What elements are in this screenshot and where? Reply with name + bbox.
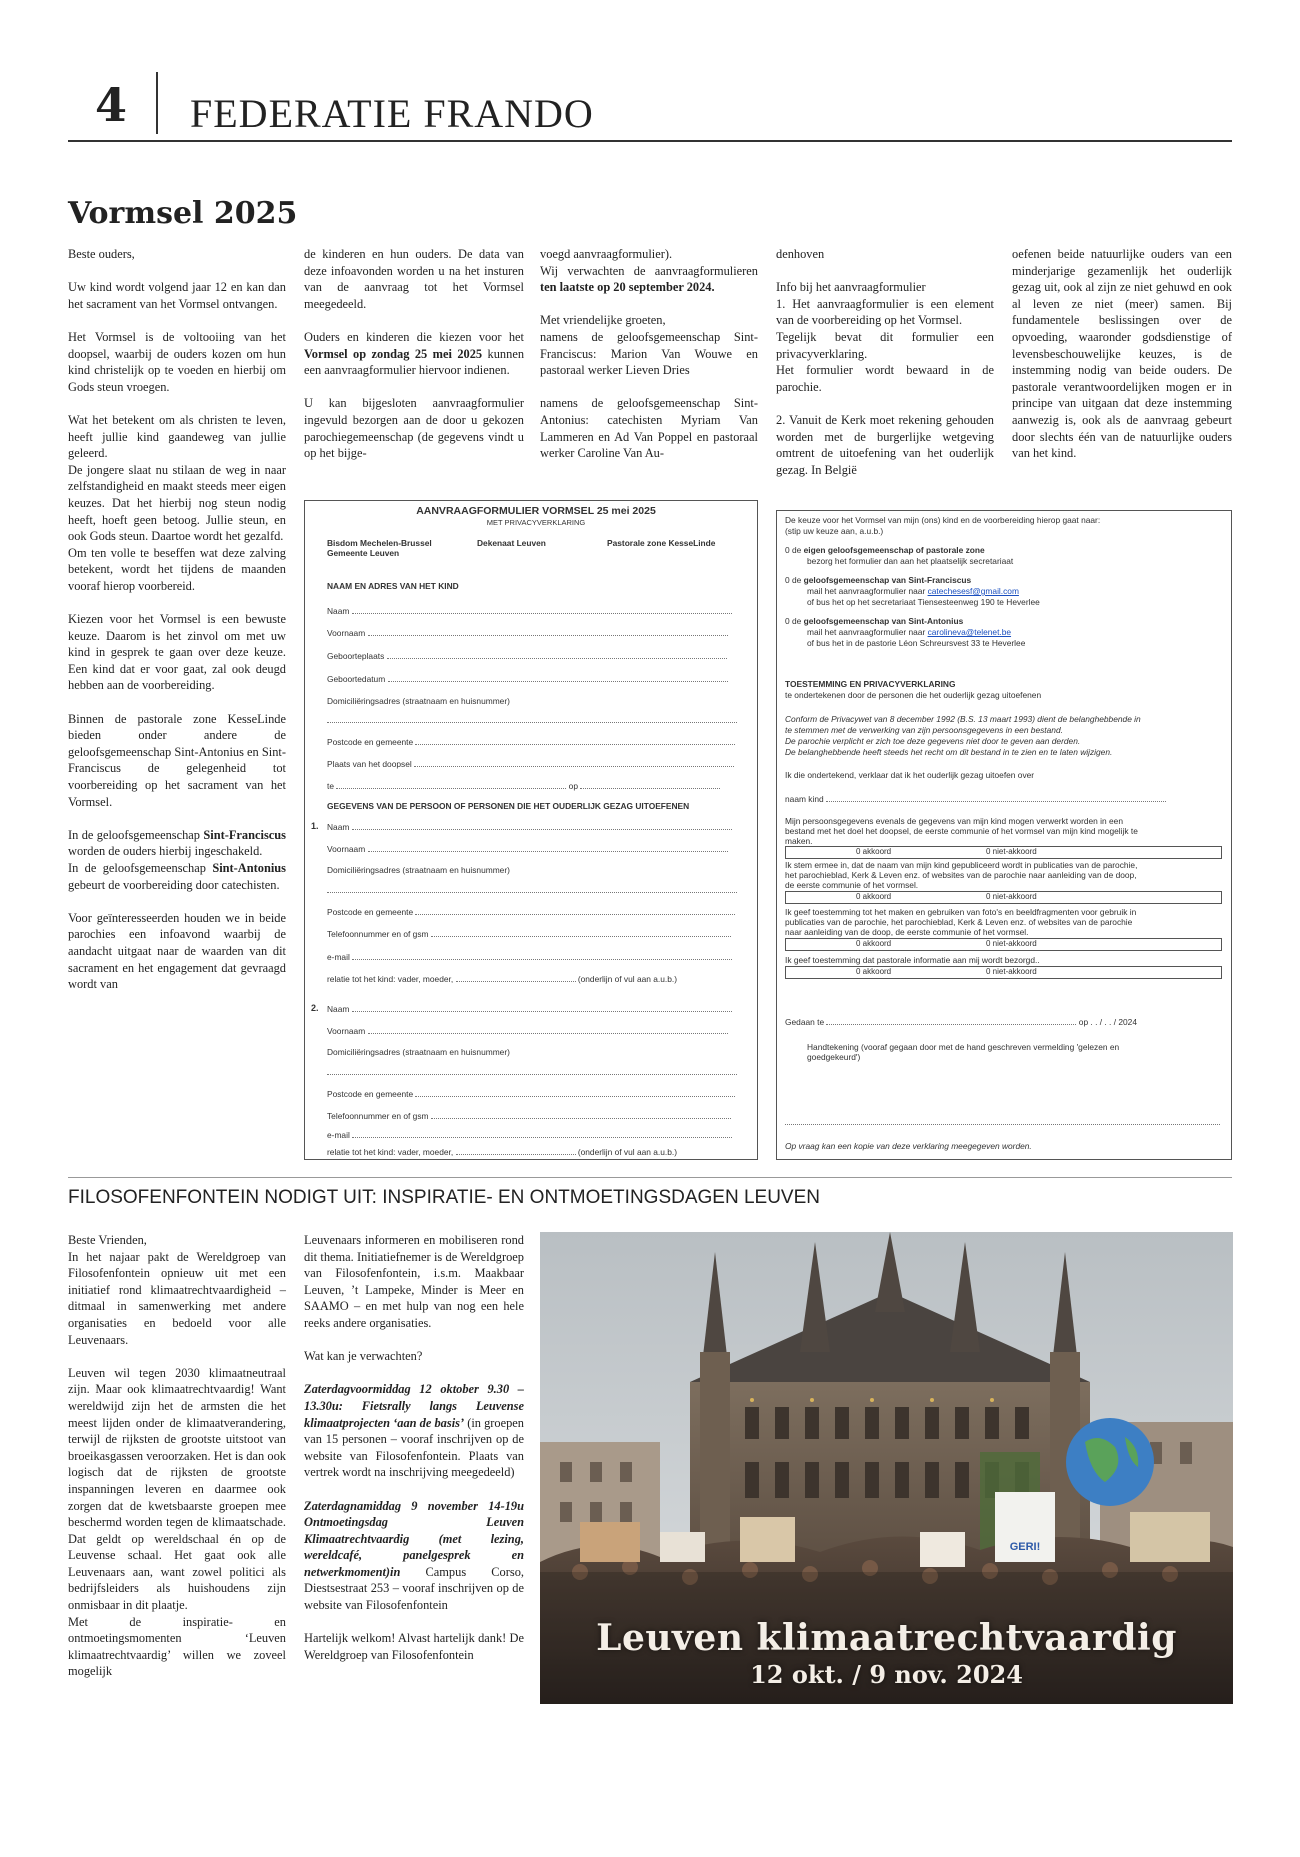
- photo-caption-dates: 12 okt. / 9 nov. 2024: [750, 1660, 1023, 1689]
- parent-2-number: 2.: [311, 1003, 319, 1013]
- paragraph: Info bij het aanvraagformulier: [776, 280, 926, 295]
- choice-option-3-address: of bus het in de pastorie Léon Schreursvest 33 te Heverlee: [807, 638, 1026, 648]
- vormsel-column-5: [1012, 246, 1232, 478]
- application-form-left: [304, 500, 758, 1160]
- page-number: 4: [95, 78, 128, 132]
- paragraph: Het formulier wordt bewaard in de parochie.: [776, 363, 994, 394]
- choice-option-2-address: of bus het op het secretariaat Tiensesteenweg 190 te Heverlee: [807, 597, 1040, 607]
- field-parent2-postcode[interactable]: Postcode en gemeente: [327, 1088, 745, 1099]
- form-section-parents: GEGEVENS VAN DE PERSOON OF PERSONEN DIE HET OUDERLIJK GEZAG UITOEFENEN: [327, 801, 690, 811]
- paragraph: Met vriendelijke groeten,: [540, 313, 666, 328]
- choice-intro-note: (stip uw keuze aan, a.u.b.): [785, 526, 884, 536]
- field-parent1-relatie[interactable]: relatie tot het kind: vader, moeder, (onderlijn of vul aan a.u.b.): [327, 974, 677, 984]
- paragraph: Leuvenaars informeren en mobiliseren rond dit thema. Initiatiefnemer is de Wereldgroep van Filosofenfontein, i.s.m. Maakbaar Leuven, ’t Lampeke, Minder is Meer en SAAMO – en met hulp van nog een hele reeks andere organisaties.: [304, 1233, 524, 1330]
- disagree-checkbox-2[interactable]: 0 niet-akkoord: [986, 892, 1037, 901]
- paragraph: Om ten volle te beseffen wat deze zalving betekent, wordt het tijdens de maanden vooraf hierop voorbereid.: [68, 545, 286, 593]
- paragraph: Ouders en kinderen die kiezen voor het Vormsel op zondag 25 mei 2025 kunnen een aanvraagformulier hiervoor indienen.: [304, 329, 525, 378]
- email-link-sint-antonius[interactable]: carolineva@telenet.be: [927, 627, 1012, 637]
- consent-question-2: het parochieblad, Kerk & Leven enz. of websites van de parochie naar aanleiding van de doop,: [785, 870, 1137, 880]
- paragraph: Beste ouders,: [68, 247, 135, 261]
- choice-option-1[interactable]: 0 de eigen geloofsgemeenschap of pastorale zone: [785, 545, 985, 555]
- vormsel-column-1: [68, 246, 286, 1009]
- field-parent1-email[interactable]: e-mail: [327, 951, 745, 962]
- disagree-checkbox-1[interactable]: 0 niet-akkoord: [986, 847, 1037, 856]
- paragraph: oefenen beide natuurlijke ouders van een minderjarige gezamenlijk het ouderlijk gezag uit, ook al zijn ze niet gehuwd en ook al leven ze niet (meer) samen. Bij fundamentele beslissingen over de opvoeding, waaronder godsdienstige of levensbeschouwelijke keuzes, is de instemming nodig van beide ouders. De pastorale verantwoordelijken mogen er in principe van uitgaan dat deze instemming aanwezig is, ook als de aanvraag gebeurt door slechts één van de natuurlijke ouders van het kind.: [1012, 247, 1232, 461]
- paragraph: Tegelijk bevat dit formulier een privacyverklaring.: [776, 329, 994, 361]
- leuven-town-hall-photo: [540, 1232, 1233, 1704]
- privacy-law-text: De parochie verplicht er zich toe deze gegevens niet door te geven aan derden.: [785, 736, 1081, 746]
- field-parent1-postcode[interactable]: Postcode en gemeente: [327, 906, 745, 917]
- consent-choice-4: [785, 966, 1222, 979]
- photo-caption-title: Leuven klimaatrechtvaardig: [596, 1617, 1177, 1659]
- consent-question-2: de eerste communie of het vormsel.: [785, 880, 919, 890]
- privacy-law-text: Conform de Privacywet van 8 december 1992 (B.S. 13 maart 1993) dient de belanghebbende in: [785, 714, 1141, 724]
- consent-question-3: publicaties van de parochie, het parochieblad, Kerk & Leven enz. of websites van de parochie: [785, 917, 1133, 927]
- consent-question-2: Ik stem ermee in, dat de naam van mijn kind gepubliceerd wordt in publicaties van de parochie,: [785, 860, 1138, 870]
- signature-instruction: goedgekeurd'): [807, 1052, 861, 1062]
- paragraph: Leuven wil tegen 2030 klimaatneutraal zijn. Maar ook klimaatrechtvaardig! Want wereldwijd zijn het de armsten die het meest lijden onder de klimaatverandering, terwijl de rijksten de grootste uitstoot van broeikasgassen veroorzaken. Het is dan ook logisch dat de rijksten de grootste inspanningen leveren en daarmee ook zorgen dat de kwetsbaarste groepen mee beschermd worden tegen de klimaatschade. Dat geldt op wereldschaal én op de Leuvense schaal. Het gaat ook alle Leuvenaars aan, want zowel politici als bedrijfsleiders als huishoudens zijn onmisbaar in dit plaatje.: [68, 1365, 286, 1613]
- paragraph: namens de geloofsgemeenschap Sint-Antonius: catechisten Myriam Van Lammeren en Ad Van Poppel en pastoraal werker Caroline Van Au-: [540, 396, 758, 461]
- field-geboorteplaats[interactable]: Geboorteplaats: [327, 650, 745, 661]
- consent-question-1: Mijn persoonsgegevens evenals de gegevens van mijn kind mogen verwerkt worden in een: [785, 816, 1123, 826]
- article-title-filosofenfontein: FILOSOFENFONTEIN NODIGT UIT: INSPIRATIE- EN ONTMOETINGSDAGEN LEUVEN: [68, 1187, 820, 1208]
- paragraph: Binnen de pastorale zone KesseLinde bieden onder andere de geloofsgemeenschap Sint-Antonius en Sint-Franciscus de gelegenheid tot voorbereiding op het sacrament van het Vormsel.: [68, 711, 286, 809]
- field-naam-kind[interactable]: naam kind: [785, 793, 1219, 804]
- paragraph: Met de inspiratie- en ontmoetingsmomenten ‘Leuven klimaatrechtvaardig’ willen we zoveel mogelijk: [68, 1614, 286, 1679]
- form-section-child: NAAM EN ADRES VAN HET KIND: [327, 581, 459, 591]
- org-dekenaat: Dekenaat Leuven: [477, 538, 546, 548]
- field-geboortedatum[interactable]: Geboortedatum: [327, 673, 745, 684]
- disagree-checkbox-4[interactable]: 0 niet-akkoord: [986, 967, 1037, 976]
- consent-question-1: bestand met het doel het doopsel, de eerste communie of het vormsel van mijn kind mogelijk te: [785, 826, 1138, 836]
- choice-option-3-mail: mail het aanvraagformulier naar carolineva@telenet.be: [807, 627, 1012, 637]
- parent-1-number: 1.: [311, 821, 319, 831]
- field-naam[interactable]: Naam: [327, 605, 745, 616]
- consent-heading: TOESTEMMING EN PRIVACYVERKLARING: [785, 679, 956, 689]
- application-form-right: [776, 510, 1232, 1160]
- field-postcode[interactable]: Postcode en gemeente: [327, 736, 745, 747]
- paragraph: In het najaar pakt de Wereldgroep van Filosofenfontein opnieuw uit met een initiatief rond klimaatrechtvaardigheid – ditmaal in samenwerking met andere organisaties en bedoeld voor alle Leuvenaars.: [68, 1249, 286, 1347]
- publication-title: FEDERATIE FRANDO: [190, 91, 594, 136]
- choice-option-2-mail: mail het aanvraagformulier naar catechesesf@gmail.com: [807, 586, 1019, 596]
- field-parent2-voornaam[interactable]: Voornaam: [327, 1025, 745, 1036]
- paragraph: Wat het betekent om als christen te leven, heeft jullie kind gaandeweg van jullie geleerd.: [68, 412, 286, 461]
- consent-choice-1: [785, 846, 1222, 859]
- field-domicilie-line[interactable]: [327, 714, 745, 725]
- signature-line[interactable]: [785, 1124, 1220, 1125]
- paragraph: Uw kind wordt volgend jaar 12 en kan dan het sacrament van het Vormsel ontvangen.: [68, 280, 286, 311]
- consent-choice-3: [785, 938, 1222, 951]
- paragraph: In de geloofsgemeenschap Sint-Antonius gebeurt de voorbereiding door catechisten.: [68, 860, 286, 892]
- field-parent1-naam[interactable]: Naam: [327, 821, 745, 832]
- paragraph: Kiezen voor het Vormsel is een bewuste keuze. Daarom is het zinvol om met uw kind in gesprek te gaan over deze keuze. Een kind dat er voor gaat, zal ook deugd hebben aan de voorbereiding.: [68, 612, 286, 693]
- paragraph: U kan bijgesloten aanvraagformulier ingevuld bezorgen aan de door u gekozen parochiegemeenschap (de gegevens vindt u op het bijge-: [304, 396, 524, 461]
- consent-subheading: te ondertekenen door de personen die het ouderlijk gezag uitoefenen: [785, 690, 1042, 700]
- header-rule: [68, 140, 1232, 142]
- consent-question-1: maken.: [785, 836, 813, 846]
- field-parent2-tel[interactable]: Telefoonnummer en of gsm: [327, 1110, 745, 1121]
- section-separator: [68, 1177, 1232, 1178]
- choice-option-1-detail: bezorg het formulier dan aan het plaatselijk secretariaat: [807, 556, 1014, 566]
- choice-option-2[interactable]: 0 de geloofsgemeenschap van Sint-Franciscus: [785, 575, 972, 585]
- choice-intro: De keuze voor het Vormsel van mijn (ons) kind en de voorbereiding hierop gaat naar:: [785, 515, 1101, 525]
- paragraph: de kinderen en hun ouders. De data van deze infoavonden worden u na het insturen van de aanvraag tot het Vormsel meegedeeld.: [304, 247, 524, 311]
- paragraph: voegd aanvraagformulier).: [540, 247, 673, 261]
- paragraph: namens de geloofsgemeenschap Sint-Franciscus: Marion Van Wouwe en pastoraal werker Lieven Dries: [540, 329, 758, 378]
- field-te-op[interactable]: te op: [327, 780, 745, 791]
- vormsel-column-4: [776, 246, 994, 495]
- consent-question-3: naar aanleiding van de doop, de eerste communie of het vormsel.: [785, 927, 1029, 937]
- paragraph: Voor geïnteresseerden houden we in beide parochies een infoavond waarbij de aandacht uitgaat naar de waarden van dit sacrament en het engagement dat gevraagd wordt van: [68, 910, 286, 992]
- declaration-text: Ik die ondertekend, verklaar dat ik het ouderlijk gezag uitoefen over: [785, 770, 1035, 780]
- privacy-law-text: De belanghebbende heeft steeds het recht om dit bestand in te zien en te laten wijzigen.: [785, 747, 1113, 757]
- field-parent2-relatie[interactable]: relatie tot het kind: vader, moeder, (onderlijn of vul aan a.u.b.): [327, 1147, 677, 1157]
- vormsel-column-3: [540, 246, 758, 478]
- paragraph: denhoven: [776, 247, 825, 261]
- org-bisdom: Bisdom Mechelen-Brussel: [327, 538, 432, 548]
- article-title-vormsel: Vormsel 2025: [68, 196, 298, 231]
- field-parent1-voornaam[interactable]: Voornaam: [327, 843, 745, 854]
- agree-checkbox-1[interactable]: 0 akkoord: [856, 847, 892, 856]
- agree-checkbox-4[interactable]: 0 akkoord: [856, 967, 892, 976]
- field-parent2-naam[interactable]: Naam: [327, 1003, 745, 1014]
- paragraph: De jongere slaat nu stilaan de weg in naar zelfstandigheid en maakt steeds meer eigen keuzes. Dat het hierbij nog steun nodig heeft, hoeft geen betoog. Jullie steun, en ook Gods steun. Daartoe wordt het gezalfd.: [68, 462, 286, 544]
- form-footer-note: Op vraag kan een kopie van deze verklaring meegegeven worden.: [785, 1141, 1032, 1151]
- field-parent1-domicilie[interactable]: Domiciliëringsadres (straatnaam en huisnummer): [327, 865, 510, 875]
- agree-checkbox-2[interactable]: 0 akkoord: [856, 892, 892, 901]
- field-doopsel[interactable]: Plaats van het doopsel: [327, 758, 745, 769]
- consent-question-3: Ik geef toestemming tot het maken en gebruiken van foto's en beeldfragmenten voor gebruik in: [785, 907, 1137, 917]
- paragraph: Zaterdagnamiddag 9 november 14-19u Ontmoetingsdag Leuven Klimaatrechtvaardig (met lezing, wereldcafé, panelgesprek en netwerkmoment)in Campus Corso, Diestsestraat 253 – vooraf inschrijven op de website van Filosofenfontein: [304, 1498, 524, 1613]
- field-parent2-domicilie-line[interactable]: [327, 1066, 745, 1077]
- filosofen-column-1: [68, 1232, 286, 1697]
- paragraph: Wij verwachten de aanvraagformulieren ten laatste op 20 september 2024.: [540, 263, 758, 295]
- paragraph: Zaterdagvoormiddag 12 oktober 9.30 – 13.30u: Fietsrally langs Leuvense klimaatprojecten ‘aan de basis’ (in groepen van 15 personen – vooraf inschrijven op de website van Filosofenfontein. Plaats van vertrek wordt na inschrijving meegedeeld): [304, 1382, 524, 1480]
- field-parent2-email[interactable]: e-mail: [327, 1129, 745, 1140]
- paragraph: Beste Vrienden,: [68, 1233, 147, 1247]
- form-subtitle: MET PRIVACYVERKLARING: [486, 518, 586, 527]
- field-voornaam[interactable]: Voornaam: [327, 627, 745, 638]
- consent-question-4: Ik geef toestemming dat pastorale informatie aan mij wordt bezorgd..: [785, 955, 1040, 965]
- agree-checkbox-3[interactable]: 0 akkoord: [856, 939, 892, 948]
- vormsel-column-2: [304, 246, 524, 478]
- org-pastorale-zone: Pastorale zone KesseLinde: [607, 538, 716, 548]
- org-gemeente: Gemeente Leuven: [327, 548, 400, 558]
- paragraph: Hartelijk welkom! Alvast hartelijk dank! De Wereldgroep van Filosofenfontein: [304, 1631, 524, 1662]
- svg-text:GERI!: GERI!: [1009, 1541, 1041, 1553]
- paragraph: 1. Het aanvraagformulier is een element van de voorbereiding op het Vormsel.: [776, 296, 994, 328]
- paragraph: In de geloofsgemeenschap Sint-Franciscus worden de ouders hierbij ingeschakeld.: [68, 827, 286, 859]
- field-parent1-domicilie-line[interactable]: [327, 884, 745, 895]
- consent-choice-2: [785, 891, 1222, 904]
- form-title: AANVRAAGFORMULIER VORMSEL 25 mei 2025: [416, 505, 656, 517]
- protest-sign-geri: [995, 1492, 1055, 1562]
- form-organisations: [327, 538, 745, 548]
- field-gedaan-te[interactable]: Gedaan te op . . / . . / 2024: [785, 1017, 1137, 1027]
- field-parent1-tel[interactable]: Telefoonnummer en of gsm: [327, 928, 745, 939]
- paragraph: Wat kan je verwachten?: [304, 1349, 423, 1364]
- paragraph: Het Vormsel is de voltooiing van het doopsel, waarbij de ouders kozen om hun kind christelijk op te voeden en hierbij om Gods steun vroegen.: [68, 329, 286, 394]
- email-link-sint-franciscus[interactable]: catechesesf@gmail.com: [927, 586, 1019, 596]
- field-domicilie[interactable]: Domiciliëringsadres (straatnaam en huisnummer): [327, 696, 510, 706]
- header-divider: [156, 72, 158, 134]
- disagree-checkbox-3[interactable]: 0 niet-akkoord: [986, 939, 1037, 948]
- filosofen-column-2: [304, 1232, 524, 1680]
- choice-option-3[interactable]: 0 de geloofsgemeenschap van Sint-Antonius: [785, 616, 964, 626]
- privacy-law-text: te stemmen met de verwerking van zijn persoonsgegevens in een bestand.: [785, 725, 1063, 735]
- field-parent2-domicilie[interactable]: Domiciliëringsadres (straatnaam en huisnummer): [327, 1047, 510, 1057]
- paragraph: 2. Vanuit de Kerk moet rekening gehouden worden met de burgerlijke wetgeving omtrent de uitoefening van het ouderlijk gezag. In België: [776, 412, 994, 477]
- signature-instruction: Handtekening (vooraf gegaan door met de hand geschreven vermelding 'gelezen en: [807, 1042, 1120, 1052]
